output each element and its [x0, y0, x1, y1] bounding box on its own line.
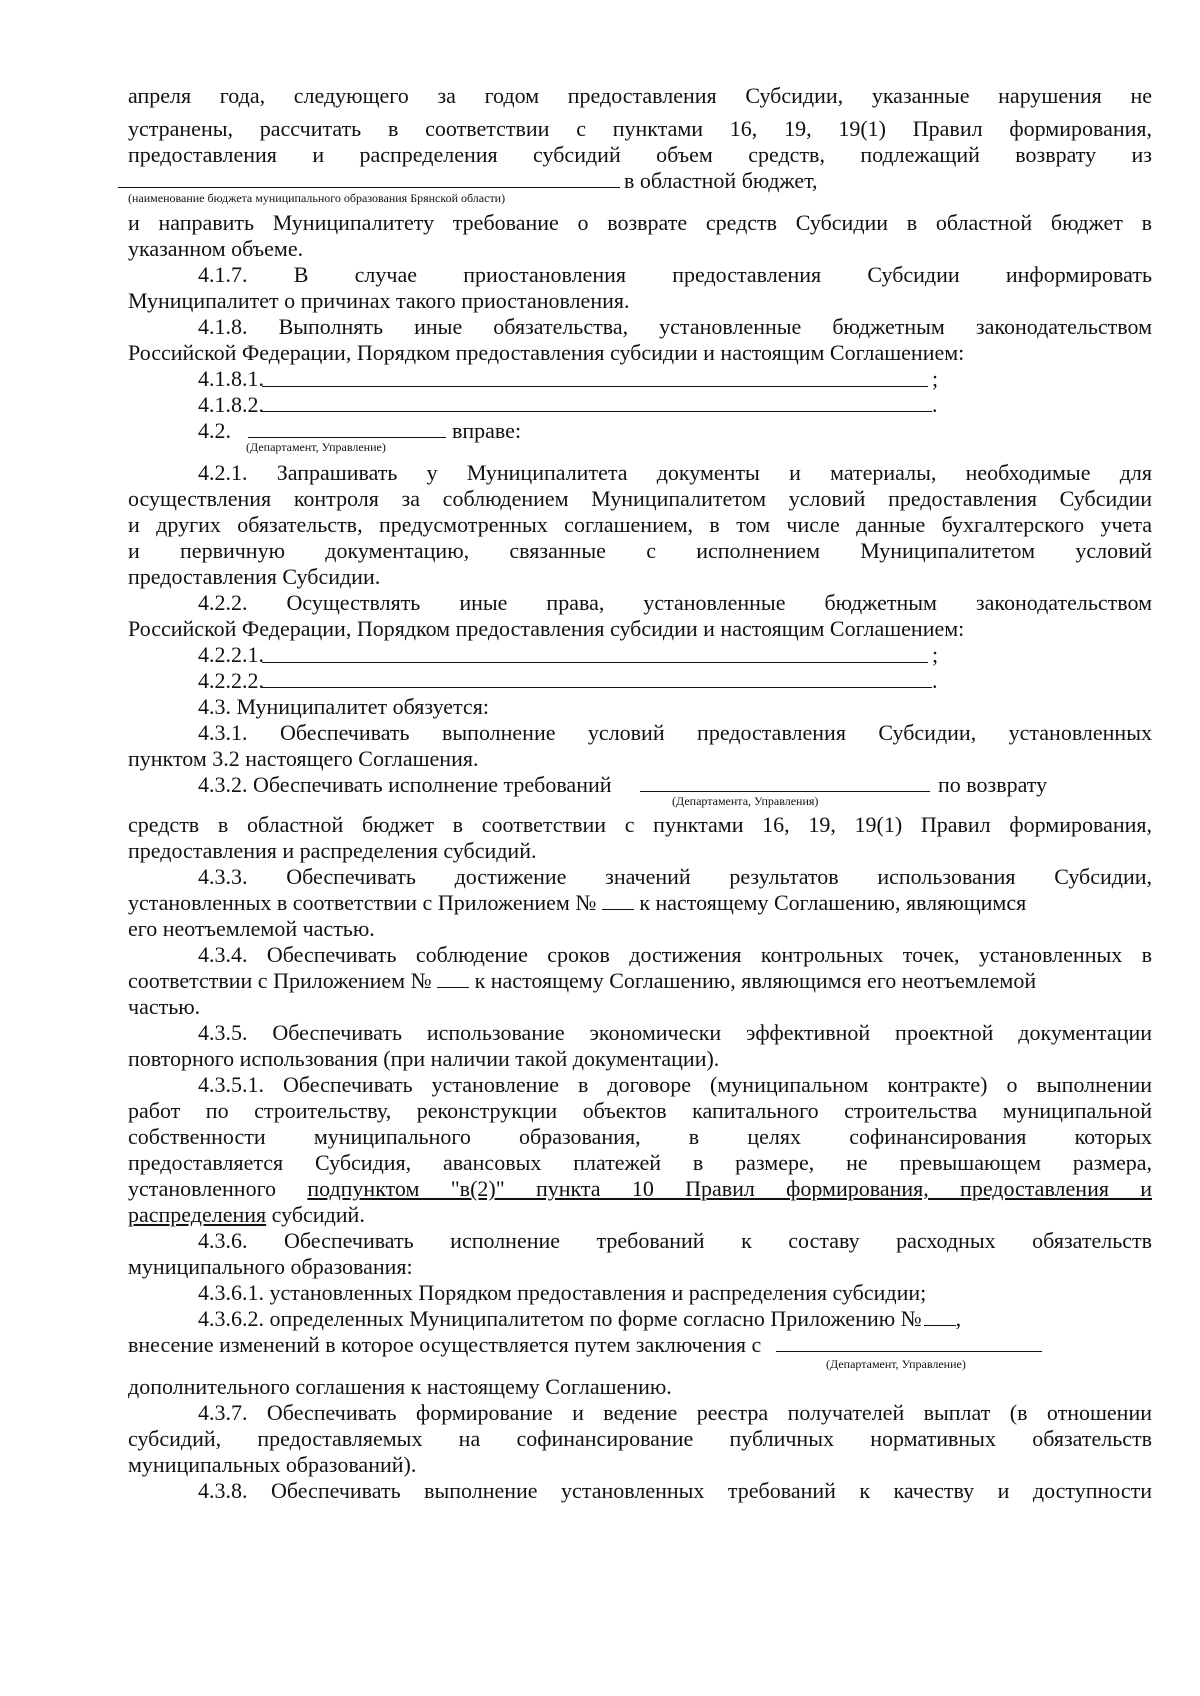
text-line: повторного использования (при наличии такой документации).: [128, 1046, 720, 1071]
text-line: дополнительного соглашения к настоящему Соглашению.: [128, 1374, 672, 1399]
blank-budget-name: [118, 187, 620, 188]
blank-appendix-number: [602, 891, 634, 910]
text-line: работ по строительству, реконструкции объектов капитального строительства муниципальной: [128, 1098, 1152, 1123]
blank-department: [640, 791, 930, 792]
clause-4-3-8: 4.3.8. Обеспечивать выполнение установленных требований к качеству и доступности: [198, 1478, 1152, 1503]
text-line: указанном объеме.: [128, 236, 304, 261]
text-fragment: к настоящему Соглашению, являющимся его неотъемлемой: [474, 968, 1037, 993]
text-line: [128, 1176, 1152, 1202]
text-line: [128, 968, 1152, 994]
text-line: в областной бюджет,: [624, 168, 818, 193]
text-line: внесение изменений в которое осуществляется путем заключения с: [128, 1332, 762, 1357]
text-fragment: субсидий.: [271, 1202, 365, 1227]
text-line: муниципальных образований).: [128, 1452, 417, 1477]
clause-4-3-1: 4.3.1. Обеспечивать выполнение условий предоставления Субсидии, установленных: [198, 720, 1152, 745]
legal-reference-link[interactable]: распределения: [128, 1202, 267, 1227]
blank-line: [262, 411, 932, 412]
text-line: по возврату: [938, 772, 1048, 797]
blank-appendix-number: [437, 969, 469, 988]
clause-4-3-7: 4.3.7. Обеспечивать формирование и ведение реестра получателей выплат (в отношении: [198, 1400, 1152, 1425]
text-line: субсидий, предоставляемых на софинансирование публичных нормативных обязательств: [128, 1426, 1152, 1451]
clause-4-3-5: 4.3.5. Обеспечивать использование экономически эффективной проектной документации: [198, 1020, 1152, 1045]
text-line: апреля года, следующего за годом предоставления Субсидии, указанные нарушения не: [128, 83, 1152, 108]
text-line: и других обязательств, предусмотренных соглашением, в том числе данные бухгалтерского учета: [128, 512, 1152, 537]
clause-4-2-2-1: 4.2.2.1.: [198, 642, 264, 667]
text-line: его неотъемлемой частью.: [128, 916, 375, 941]
text-line: предоставления и распределения субсидий объем средств, подлежащий возврату из: [128, 142, 1152, 167]
blank-appendix-number: [924, 1307, 956, 1326]
text-line: Муниципалитет о причинах такого приостановления.: [128, 288, 630, 313]
clause-4-3-2: 4.3.2. Обеспечивать исполнение требований: [198, 772, 612, 797]
text-line: ;: [932, 642, 939, 667]
text-line: предоставления и распределения субсидий.: [128, 838, 537, 863]
text-line: .: [932, 668, 938, 693]
text-line: Российской Федерации, Порядком предоставления субсидии и настоящим Соглашением:: [128, 340, 965, 365]
text-line: вправе:: [452, 418, 522, 443]
text-fragment: 4.3.6.2. определенных Муниципалитетом по форме согласно Приложению №: [198, 1306, 922, 1331]
text-line: частью.: [128, 994, 201, 1019]
text-line: и направить Муниципалитету требование о возврате средств Субсидии в областной бюджет в: [128, 210, 1152, 235]
blank-department: [248, 437, 446, 438]
clause-4-2-1: 4.2.1. Запрашивать у Муниципалитета документы и материалы, необходимые для: [198, 460, 1152, 485]
clause-4-2: 4.2.: [198, 418, 231, 443]
blank-line: [262, 687, 932, 688]
field-caption: (наименование бюджета муниципального образования Брянской области): [128, 191, 506, 205]
text-line: осуществления контроля за соблюдением Муниципалитетом условий предоставления Субсидии: [128, 486, 1152, 511]
blank-line: [262, 662, 928, 663]
text-line: [128, 890, 1152, 916]
blank-department: [776, 1351, 1042, 1352]
text-line: и первичную документацию, связанные с исполнением Муниципалитетом условий: [128, 538, 1152, 563]
clause-4-1-7: 4.1.7. В случае приостановления предоставления Субсидии информировать: [198, 262, 1152, 287]
text-line: ;: [932, 366, 939, 391]
text-fragment: ,: [955, 1306, 962, 1331]
clause-4-2-2: 4.2.2. Осуществлять иные права, установленные бюджетным законодательством: [198, 590, 1152, 615]
clause-4-3-6-2: [198, 1306, 1078, 1332]
field-caption: (Департамент, Управление): [826, 1357, 966, 1371]
clause-4-1-8: 4.1.8. Выполнять иные обязательства, установленные бюджетным законодательством: [198, 314, 1152, 339]
clause-4-1-8-1: 4.1.8.1.: [198, 366, 264, 391]
text-line: собственности муниципального образования, в целях софинансирования которых: [128, 1124, 1152, 1149]
text-line: средств в областной бюджет в соответствии с пунктами 16, 19, 19(1) Правил формирования,: [128, 812, 1152, 837]
text-line: .: [932, 392, 938, 417]
text-line: пунктом 3.2 настоящего Соглашения.: [128, 746, 479, 771]
clause-4-3-6-1: 4.3.6.1. установленных Порядком предоставления и распределения субсидии;: [198, 1280, 927, 1305]
text-fragment: соответствии с Приложением №: [128, 968, 432, 993]
clause-4-3-3: 4.3.3. Обеспечивать достижение значений результатов использования Субсидии,: [198, 864, 1152, 889]
text-line: устранены, рассчитать в соответствии с пунктами 16, 19, 19(1) Правил формирования,: [128, 116, 1152, 141]
text-line: Российской Федерации, Порядком предоставления субсидии и настоящим Соглашением:: [128, 616, 965, 641]
text-line: предоставляется Субсидия, авансовых платежей в размере, не превышающем размера,: [128, 1150, 1152, 1175]
text-fragment: установленного: [128, 1176, 277, 1201]
clause-4-3-4: 4.3.4. Обеспечивать соблюдение сроков достижения контрольных точек, установленных в: [198, 942, 1152, 967]
clause-4-3-5-1: 4.3.5.1. Обеспечивать установление в договоре (муниципальном контракте) о выполнении: [198, 1072, 1152, 1097]
text-line: [128, 1202, 1152, 1228]
clause-4-2-2-2: 4.2.2.2.: [198, 668, 264, 693]
field-caption: (Департамента, Управления): [672, 794, 819, 808]
text-line: предоставления Субсидии.: [128, 564, 381, 589]
legal-reference-link[interactable]: подпунктом "в(2)" пункта 10 Правил формирования, предоставления и: [307, 1176, 1152, 1201]
clause-4-1-8-2: 4.1.8.2.: [198, 392, 264, 417]
clause-4-3-6: 4.3.6. Обеспечивать исполнение требований к составу расходных обязательств: [198, 1228, 1152, 1253]
clause-4-3: 4.3. Муниципалитет обязуется:: [198, 694, 489, 719]
text-fragment: установленных в соответствии с Приложением №: [128, 890, 597, 915]
text-fragment: к настоящему Соглашению, являющимся: [639, 890, 1027, 915]
field-caption: (Департамент, Управление): [246, 440, 386, 454]
blank-line: [262, 386, 928, 387]
text-line: муниципального образования:: [128, 1254, 413, 1279]
